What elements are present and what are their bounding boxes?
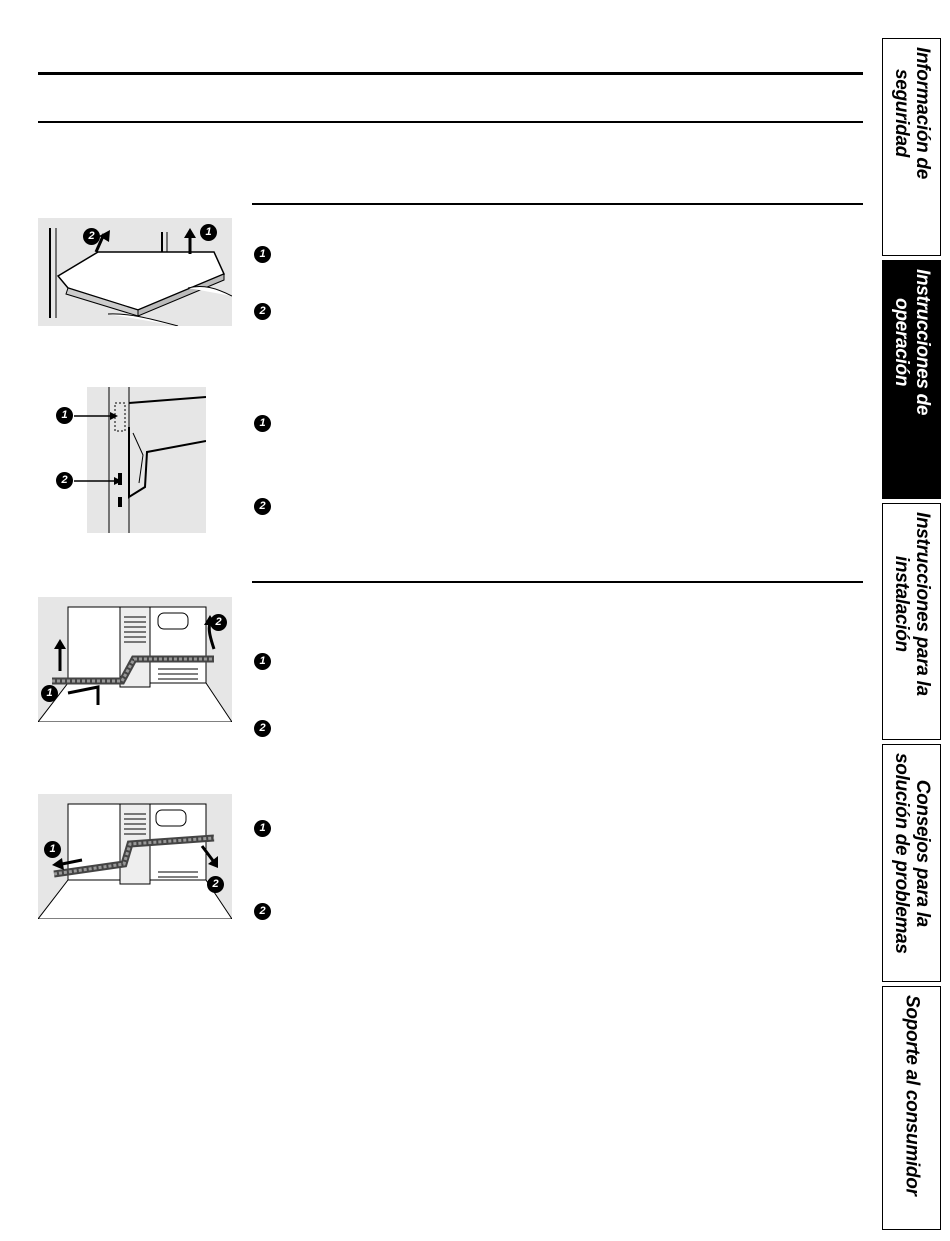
bracket-marker-2: 2 — [56, 472, 73, 489]
figure-marker-2: 2 — [83, 228, 100, 245]
shelf-removal-illustration — [38, 218, 232, 326]
tab-informacion-seguridad[interactable] — [882, 38, 941, 256]
tab-consejos-problemas[interactable] — [882, 744, 941, 982]
step-marker: 2 — [254, 720, 271, 737]
tab-instrucciones-operacion[interactable] — [882, 260, 941, 499]
step-marker: 2 — [254, 903, 271, 920]
tab-instrucciones-instalacion[interactable] — [882, 503, 941, 740]
freezer-shelf-replacement-illustration — [38, 794, 232, 919]
step-marker: 2 — [254, 498, 271, 515]
tab-label: Consejos para la solución de problemas — [890, 753, 933, 954]
tab-label: Soporte al consumidor — [901, 995, 922, 1196]
section-sidebar — [882, 38, 941, 1230]
figure-marker-2: 2 — [207, 876, 224, 893]
bracket-marker-1: 1 — [56, 407, 73, 424]
figure-marker-1: 1 — [41, 685, 58, 702]
header-rule-bottom — [38, 121, 863, 123]
step-marker: 1 — [254, 415, 271, 432]
figure-marker-1: 1 — [44, 841, 61, 858]
tab-label: Instrucciones para la instalación — [890, 512, 933, 696]
tab-label: Información de seguridad — [890, 47, 933, 179]
step-marker: 1 — [254, 246, 271, 263]
freezer-shelf-removal-illustration — [38, 597, 232, 722]
figure-marker-1: 1 — [200, 224, 217, 241]
step-marker: 1 — [254, 653, 271, 670]
step-marker: 1 — [254, 820, 271, 837]
section-rule-freezer-shelves — [252, 581, 863, 583]
tab-soporte-consumidor[interactable] — [882, 986, 941, 1230]
figure-marker-2: 2 — [210, 614, 227, 631]
step-marker: 2 — [254, 303, 271, 320]
section-rule-shelves — [252, 203, 863, 205]
header-rule-top — [38, 72, 863, 75]
tab-label: Instrucciones de operación — [890, 269, 933, 416]
bracket-pointer-arrows — [72, 405, 122, 485]
